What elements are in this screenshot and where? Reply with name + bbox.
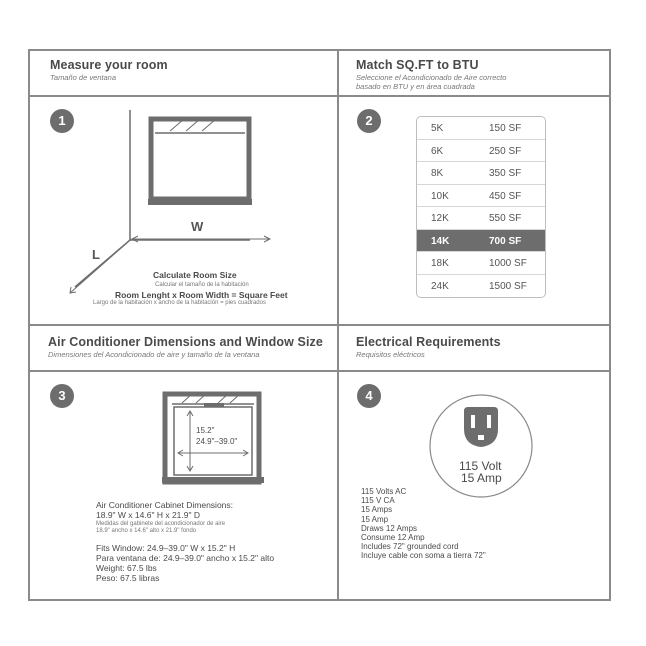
step-badge-1: 1 [50, 109, 74, 133]
btu-value: 18K [431, 258, 449, 269]
btu-table-row [417, 117, 545, 140]
length-label: L [92, 247, 100, 262]
btu-table-row [417, 252, 545, 275]
btu-value: 6K [431, 145, 444, 157]
divider [28, 370, 611, 372]
calc-subtitle: Calcular el tamaño de la habitación [155, 282, 249, 288]
measure-subtitle: Tamaño de ventana [50, 73, 117, 82]
sqft-value: 350 SF [489, 168, 522, 179]
btu-value: 5K [431, 123, 444, 134]
outlet-amp: 15 Amp [461, 471, 502, 485]
electrical-spec-line: Incluye cable con soma a tierra 72" [361, 551, 486, 561]
sqft-value: 700 SF [489, 235, 522, 247]
calc-formula-es: Largo de la habitación x ancho de la habitación = pies cuadrados [93, 300, 266, 306]
sqft-value: 150 SF [489, 123, 522, 134]
sqft-value: 550 SF [489, 213, 522, 224]
sqft-value: 250 SF [489, 145, 522, 157]
electrical-spec-line: 15 Amps [361, 505, 393, 515]
electrical-spec-line: 15 Amp [361, 514, 389, 524]
electrical-spec-line: 115 V CA [361, 496, 395, 506]
dimensions-title: Air Conditioner Dimensions and Window Size [48, 335, 323, 349]
btu-table [416, 116, 546, 298]
fits-window: Fits Window: 24.9–39.0" W x 15.2" H [96, 543, 236, 553]
fits-window-es: Para ventana de: 24.9–39.0" ancho x 15.2" alto [96, 553, 275, 563]
cabinet-title: Air Conditioner Cabinet Dimensions: [96, 500, 234, 510]
btu-table-row [417, 230, 545, 253]
calc-title: Calculate Room Size [153, 270, 237, 280]
btu-table-row [417, 207, 545, 230]
cabinet-es-value: 18.9" ancho x 14.6" alto x 21.9" fondo [96, 528, 197, 534]
btu-table-row [417, 275, 545, 298]
btu-value: 24K [431, 280, 449, 292]
match-subtitle-2: basado en BTU y en área cuadrada [356, 82, 475, 91]
divider [28, 324, 611, 326]
btu-table-row [417, 185, 545, 208]
match-title: Match SQ.FT to BTU [356, 58, 479, 72]
sqft-value: 1000 SF [489, 258, 527, 269]
btu-value: 8K [431, 168, 444, 179]
btu-value: 10K [431, 190, 449, 202]
dimensions-subtitle: Dimensiones del Acondicionado de aire y tamaño de la ventana [48, 350, 260, 359]
cabinet-value: 18.9" W x 14.6" H x 21.9" D [96, 510, 201, 520]
electrical-title: Electrical Requirements [356, 335, 501, 349]
measure-title: Measure your room [50, 58, 168, 72]
step-badge-2: 2 [357, 109, 381, 133]
step-badge-4: 4 [357, 384, 381, 408]
match-subtitle-1: Seleccione el Acondicionado de Aire correcto [356, 73, 507, 82]
electrical-spec-line: Draws 12 Amps [361, 523, 418, 533]
electrical-spec-line: Consume 12 Amp [361, 533, 425, 542]
outlet-volt: 115 Volt [459, 459, 502, 473]
btu-table-row [417, 140, 545, 163]
btu-value: 12K [431, 213, 449, 224]
btu-value: 14K [431, 235, 450, 247]
electrical-spec-line: Includes 72" grounded cord [361, 542, 459, 552]
divider [28, 95, 611, 97]
electrical-spec-line: 115 Volts AC [361, 487, 407, 496]
cabinet-es: Medidas del gabinete del acondicionador de aire [96, 521, 226, 527]
width-label: W [191, 219, 204, 234]
step-badge-3: 3 [50, 384, 74, 408]
weight: Weight: 67.5 lbs [96, 563, 157, 573]
height-dimension: 15.2" [196, 426, 215, 435]
sqft-value: 450 SF [489, 190, 522, 202]
btu-table-row [417, 162, 545, 185]
calc-formula: Room Lenght x Room Width = Square Feet [115, 290, 288, 300]
column-divider [337, 50, 339, 600]
weight-es: Peso: 67.5 libras [96, 573, 160, 583]
sqft-value: 1500 SF [489, 280, 527, 292]
width-dimension: 24.9"–39.0" [196, 437, 238, 446]
electrical-subtitle: Requisitos eléctricos [356, 350, 425, 359]
